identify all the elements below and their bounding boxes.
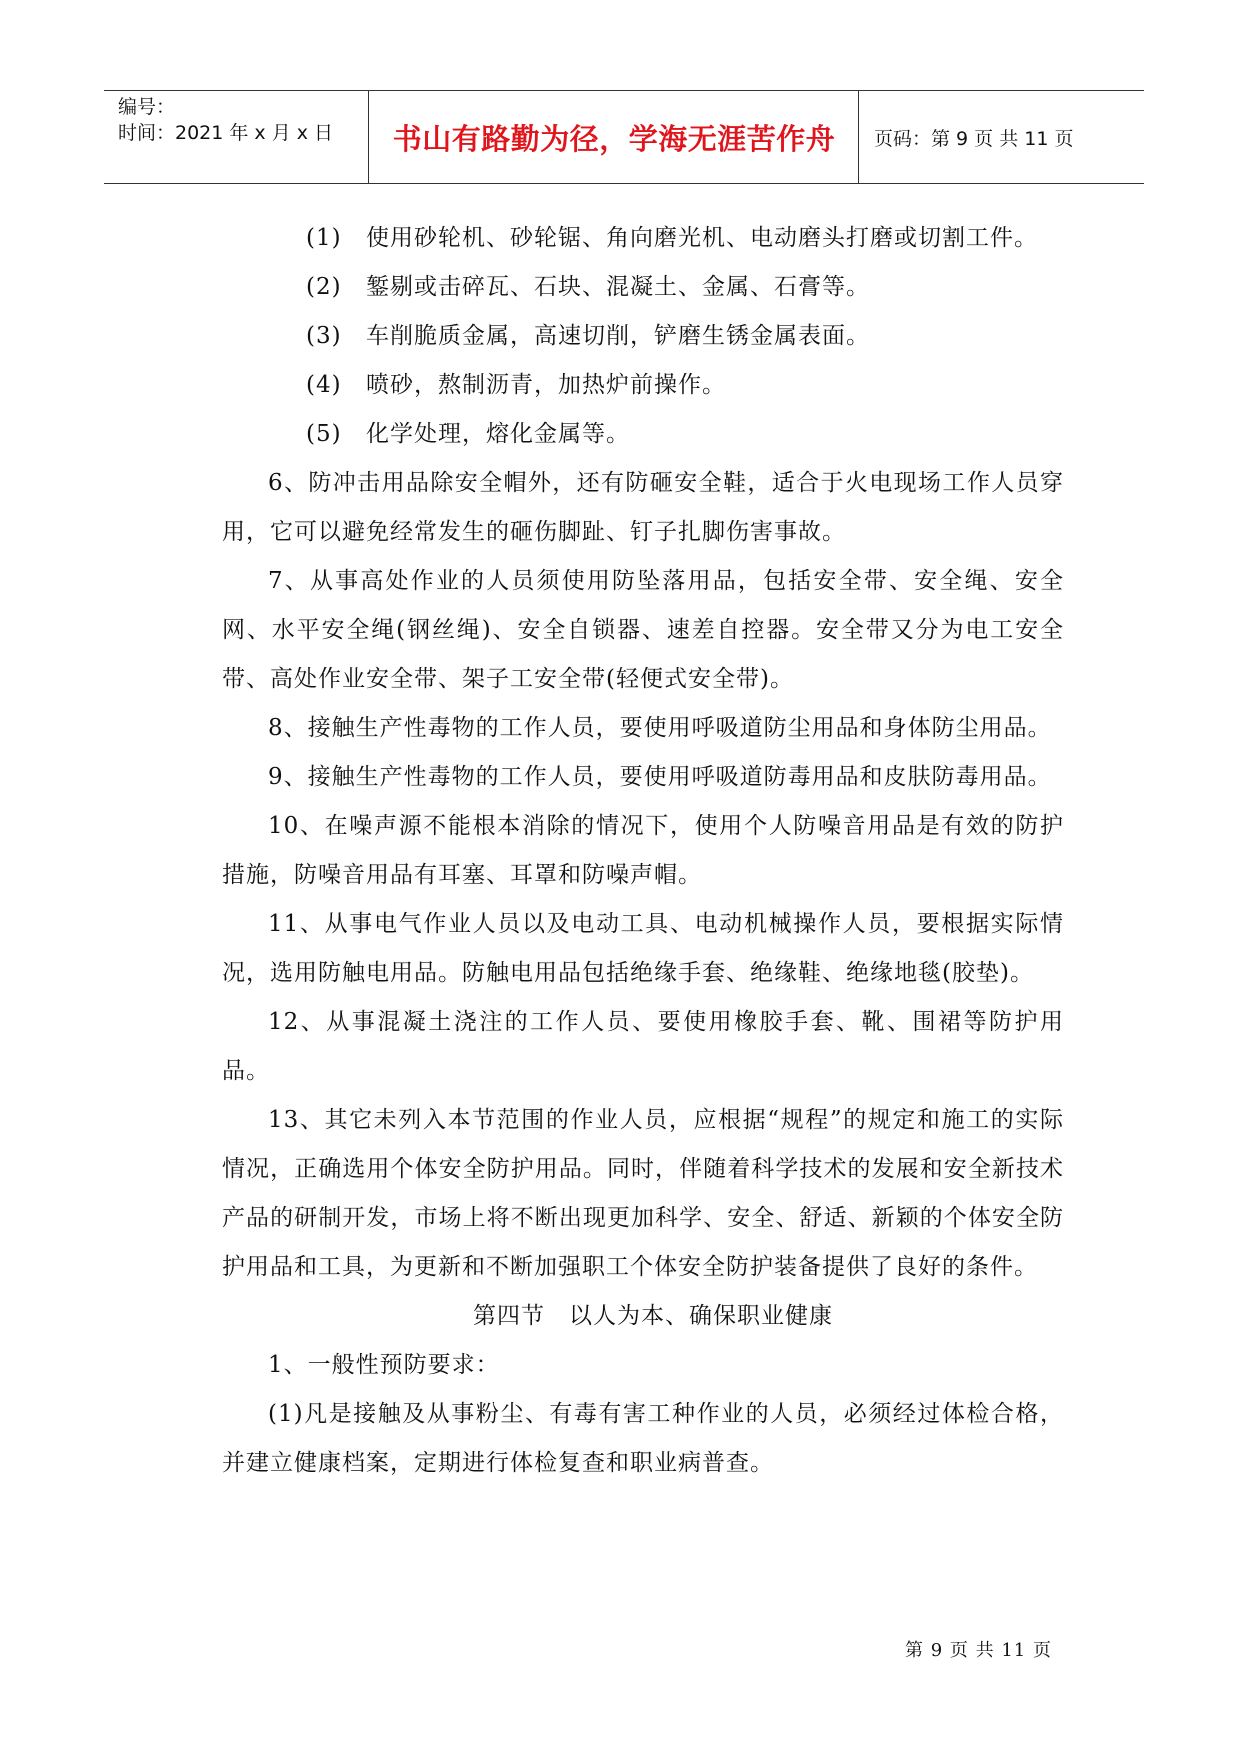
paragraph: 1、一般性预防要求： bbox=[268, 1352, 500, 1378]
list-item-number: (4) bbox=[306, 372, 342, 398]
list-item-number: (3) bbox=[306, 323, 342, 349]
serial-label: 编号： bbox=[118, 96, 176, 118]
list-item bbox=[222, 361, 1064, 410]
paragraph: 7、从事高处作业的人员须使用防坠落用品，包括安全带、安全绳、安全网、水平安全绳(钢丝绳)、安全自锁器、速差自控器。安全带又分为电工安全带、高处作业安全带、架子工安全带(轻便式安全带)。 bbox=[222, 568, 1064, 692]
paragraph: 10、在噪声源不能根本消除的情况下，使用个人防噪音用品是有效的防护措施，防噪音用品有耳塞、耳罩和防噪声帽。 bbox=[222, 813, 1064, 888]
paragraph: 9、接触生产性毒物的工作人员，要使用呼吸道防毒用品和皮肤防毒用品。 bbox=[268, 764, 1052, 790]
page-footer: 第 9 页 共 11 页 bbox=[905, 1640, 1052, 1661]
list-item bbox=[222, 410, 1064, 459]
paragraph: 6、防冲击用品除安全帽外，还有防砸安全鞋，适合于火电现场工作人员穿用，它可以避免经常发生的砸伤脚趾、钉子扎脚伤害事故。 bbox=[222, 470, 1064, 545]
list-item-text: 喷砂，熬制沥青，加热炉前操作。 bbox=[366, 372, 726, 398]
header-divider bbox=[858, 91, 859, 183]
header-divider bbox=[368, 91, 369, 183]
list-item bbox=[222, 214, 1064, 263]
header-motto: 书山有路勤为径，学海无涯苦作舟 bbox=[392, 121, 836, 156]
section-title: 第四节 以人为本、确保职业健康 bbox=[473, 1303, 833, 1329]
list-item-text: 錾剔或击碎瓦、石块、混凝土、金属、石膏等。 bbox=[366, 274, 870, 300]
header-page-number: 页码：第 9 页 共 11 页 bbox=[874, 127, 1074, 150]
list-item bbox=[222, 263, 1064, 312]
list-item-number: (2) bbox=[306, 274, 342, 300]
list-item-number: (1) bbox=[306, 225, 342, 251]
list-item-text: 车削脆质金属，高速切削，铲磨生锈金属表面。 bbox=[366, 323, 870, 349]
document-body bbox=[222, 214, 1064, 1488]
paragraph: 12、从事混凝土浇注的工作人员、要使用橡胶手套、靴、围裙等防护用品。 bbox=[222, 1009, 1064, 1084]
paragraph: 11、从事电气作业人员以及电动工具、电动机械操作人员，要根据实际情况，选用防触电用品。防触电用品包括绝缘手套、绝缘鞋、绝缘地毯(胶垫)。 bbox=[222, 911, 1064, 986]
list-item-text: 化学处理，熔化金属等。 bbox=[366, 421, 630, 447]
time-label: 时间：2021 年 x 月 x 日 bbox=[118, 122, 334, 144]
paragraph: 13、其它未列入本节范围的作业人员，应根据“规程”的规定和施工的实际情况，正确选用个体安全防护用品。同时，伴随着科学技术的发展和安全新技术产品的研制开发，市场上将不断出现更加科学、安全、舒适、新颖的个体安全防护用品和工具，为更新和不断加强职工个体安全防护装备提供了良好的条件。 bbox=[222, 1107, 1064, 1280]
list-item-text: 使用砂轮机、砂轮锯、角向磨光机、电动磨头打磨或切割工件。 bbox=[366, 225, 1038, 251]
paragraph: 8、接触生产性毒物的工作人员，要使用呼吸道防尘用品和身体防尘用品。 bbox=[268, 715, 1052, 741]
paragraph: (1)凡是接触及从事粉尘、有毒有害工种作业的人员，必须经过体检合格，并建立健康档案，定期进行体检复查和职业病普查。 bbox=[222, 1401, 1064, 1476]
list-item-number: (5) bbox=[306, 421, 342, 447]
list-item bbox=[222, 312, 1064, 361]
document-header bbox=[104, 90, 1144, 184]
header-meta bbox=[118, 91, 368, 183]
